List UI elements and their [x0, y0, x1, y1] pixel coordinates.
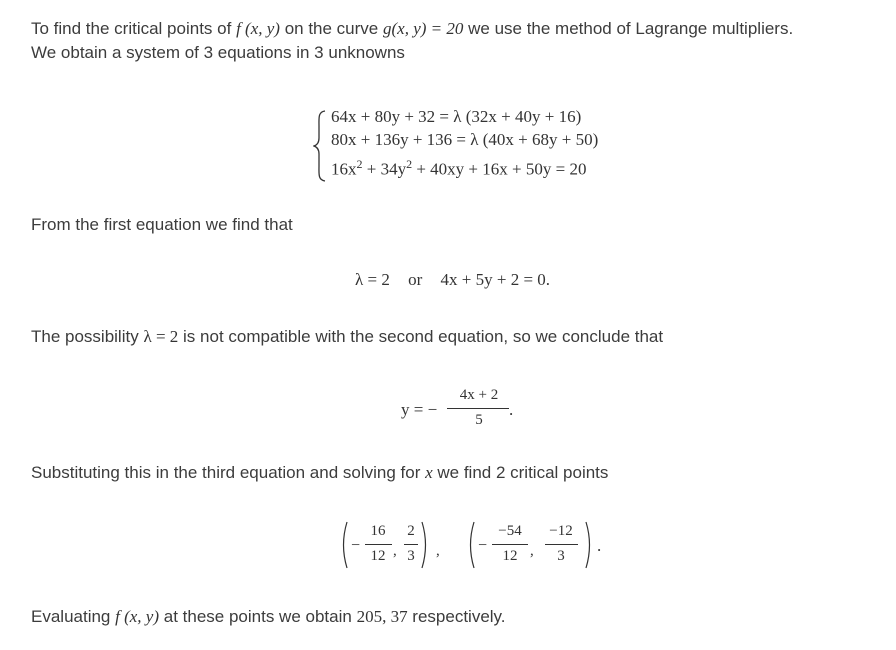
step1-equation: [355, 270, 550, 290]
eq3-exponent-1: 2: [356, 157, 363, 171]
conclusion-text-a: Evaluating: [31, 607, 111, 626]
f-expression: f (x, y): [236, 19, 280, 38]
linear-relation: 4x + 5y + 2 = 0.: [440, 270, 551, 289]
intro-line-2: We obtain a system of 3 equations in 3 unknowns: [31, 43, 405, 62]
point1-x-bar: [365, 544, 392, 545]
y-lhs: y = −: [401, 400, 438, 419]
eq3-exponent-2: 2: [406, 157, 413, 171]
conclusion-text: [31, 605, 506, 629]
step2-text-a: The possibility: [31, 327, 139, 346]
step2-text: [31, 325, 663, 349]
right-paren-icon: [584, 521, 594, 569]
point2-y-denominator: 3: [557, 548, 565, 564]
fraction-period: .: [509, 400, 514, 419]
step2-lambda: λ = 2: [143, 327, 179, 346]
point1-y-bar: [404, 544, 418, 545]
conclusion-text-b: at these points we obtain: [163, 607, 352, 626]
g-constraint: g(x, y) = 20: [382, 19, 464, 38]
point2-y-bar: [545, 544, 578, 545]
eq3-term-a: 16x: [331, 159, 357, 179]
eq3-term-c: + 34y: [362, 159, 407, 179]
point1-y-denominator: 3: [407, 548, 415, 564]
point1-x-denominator: 12: [370, 548, 386, 564]
left-paren-icon: [466, 521, 476, 569]
conclusion-f-expression: f (x, y): [115, 607, 160, 626]
point1-y-numerator: 2: [407, 523, 415, 539]
point2-x-bar: [492, 544, 528, 545]
step2-text-b: is not compatible with the second equation, so we conclude that: [183, 327, 664, 346]
eq3-term-e: + 40xy + 16x + 50y = 20: [412, 159, 587, 179]
step1-text: From the first equation we find that: [31, 215, 293, 234]
step3-text-b: we find 2 critical points: [437, 463, 609, 482]
point1-comma: ,: [393, 543, 397, 559]
point2-x-denominator: 12: [502, 548, 518, 564]
points-period: .: [597, 536, 602, 555]
point2-minus: −: [478, 537, 488, 554]
system-equation-2: 80x + 136y + 136 = λ (40x + 68y + 50): [331, 130, 599, 149]
fraction-numerator: 4x + 2: [459, 387, 499, 403]
intro-text-a: To find the critical points of: [31, 19, 232, 38]
step3-text-a: Substituting this in the third equation and solving for: [31, 463, 421, 482]
point1-x-numerator: 16: [370, 523, 386, 539]
fraction-bar: [447, 408, 509, 409]
right-paren-icon: [420, 521, 430, 569]
intro-text-b: on the curve: [284, 19, 379, 38]
left-brace-icon: [313, 110, 327, 182]
intro-text-c: we use the method of Lagrange multipliers.: [468, 19, 794, 38]
point2-comma: ,: [530, 543, 534, 559]
system-equation-3: [331, 157, 586, 180]
step3-text: [31, 461, 608, 485]
conclusion-text-c: respectively.: [412, 607, 506, 626]
fraction-denominator: 5: [475, 412, 483, 428]
lambda-equals-two: λ = 2: [355, 270, 390, 289]
points-separator: ,: [436, 543, 440, 559]
left-paren-icon: [339, 521, 349, 569]
intro-line-1: [31, 17, 793, 41]
system-equation-1: 64x + 80y + 32 = λ (32x + 40y + 16): [331, 107, 582, 126]
point1-minus: −: [351, 537, 361, 554]
point2-y-numerator: −12: [549, 523, 573, 539]
conclusion-values: 205, 37: [356, 607, 408, 626]
step3-variable: x: [425, 463, 433, 482]
point2-x-numerator: −54: [498, 523, 522, 539]
or-word: or: [408, 270, 423, 289]
